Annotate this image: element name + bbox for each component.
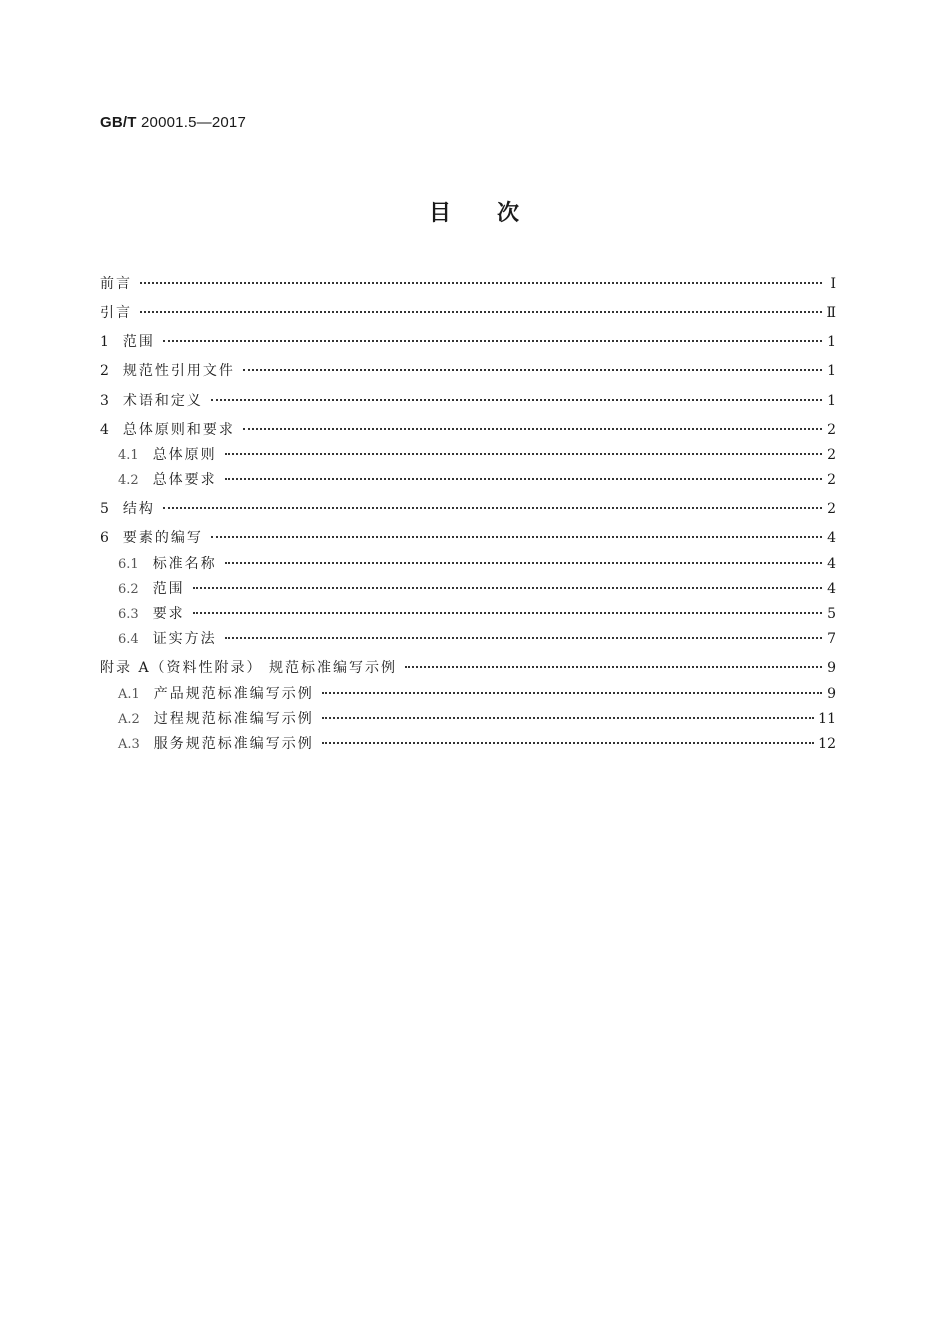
dot-leader	[225, 562, 822, 564]
toc-entry-label: 引言	[100, 305, 132, 321]
toc-entry-page: 4	[827, 530, 836, 546]
dot-leader	[163, 507, 822, 509]
toc-entry-label: 结构	[122, 501, 155, 517]
title-char-2: 次	[497, 201, 522, 226]
toc-entry-number: A.3	[118, 737, 140, 752]
toc-entry-label: 前言	[100, 276, 132, 292]
toc-entry-page: 1	[827, 334, 836, 350]
dot-leader	[211, 399, 822, 401]
toc-entry[interactable]	[100, 498, 836, 520]
toc-entry-number: 2	[100, 363, 109, 379]
toc-entry-number: 6.2	[118, 582, 139, 597]
toc-entry-page: Ⅱ	[826, 305, 836, 321]
toc-entry-number: 5	[100, 501, 109, 517]
toc-entry[interactable]	[100, 331, 836, 353]
toc-entry-label: 服务规范标准编写示例	[153, 736, 314, 752]
dot-leader	[225, 478, 822, 480]
toc-entry-label: 附录 A（资料性附录） 规范标准编写示例	[100, 660, 398, 676]
standard-prefix: GB/T	[100, 114, 137, 131]
toc-entry[interactable]	[118, 578, 836, 600]
dot-leader	[243, 428, 822, 430]
toc-entry[interactable]	[100, 360, 836, 382]
toc-entry-number: 4.2	[118, 473, 139, 488]
toc-entry-page: 4	[827, 581, 836, 597]
toc-entry-label: 总体原则	[152, 447, 217, 463]
toc-entry-number: 4	[100, 422, 109, 438]
dot-leader	[243, 369, 822, 371]
toc-entry-page: 7	[827, 631, 836, 647]
toc-entry[interactable]	[118, 628, 836, 650]
toc-entry-label: 总体原则和要求	[122, 422, 235, 438]
dot-leader	[322, 742, 814, 744]
dot-leader	[322, 692, 822, 694]
toc-entry-number: 6	[100, 530, 109, 546]
toc-entry-label: 术语和定义	[122, 393, 203, 409]
toc-entry-label: 过程规范标准编写示例	[153, 711, 314, 727]
toc-entry-label: 要素的编写	[122, 530, 203, 546]
dot-leader	[322, 717, 814, 719]
toc-entry[interactable]	[100, 273, 836, 295]
toc-entry-page: 1	[827, 393, 836, 409]
toc-entry[interactable]	[118, 603, 836, 625]
toc-entry[interactable]	[118, 553, 836, 575]
toc-entry-page: 12	[818, 736, 836, 752]
toc-entry-number: 1	[100, 334, 109, 350]
toc-entry-label: 标准名称	[152, 556, 217, 572]
toc-entry[interactable]	[118, 469, 836, 491]
toc-entry[interactable]	[100, 390, 836, 412]
toc-entry-page: 5	[827, 606, 836, 622]
dot-leader	[211, 536, 822, 538]
standard-number: 20001.5—2017	[141, 114, 247, 131]
toc-entry-number: 6.3	[118, 607, 139, 622]
toc-entry[interactable]	[118, 708, 836, 730]
title-char-1: 目	[428, 201, 453, 226]
toc-entry-number: 6.1	[118, 557, 139, 572]
toc-entry-page: 4	[827, 556, 836, 572]
toc-entry-number: A.2	[118, 712, 140, 727]
toc-entry-label: 总体要求	[152, 472, 217, 488]
toc-entry-number: 4.1	[118, 448, 139, 463]
toc-entry-number: 3	[100, 393, 109, 409]
toc-entry-number: A.1	[118, 687, 140, 702]
dot-leader	[140, 282, 822, 284]
toc-entry-page: 9	[827, 660, 836, 676]
dot-leader	[163, 340, 822, 342]
toc-entry[interactable]	[118, 444, 836, 466]
toc-entry-label: 证实方法	[152, 631, 217, 647]
toc-entry-page: Ⅰ	[830, 276, 836, 292]
toc-entry-label: 规范性引用文件	[122, 363, 235, 379]
toc-entry-page: 2	[827, 422, 836, 438]
dot-leader	[225, 453, 822, 455]
toc-entry-label: 产品规范标准编写示例	[153, 686, 314, 702]
dot-leader	[193, 612, 822, 614]
toc-entry[interactable]	[100, 527, 836, 549]
dot-leader	[405, 666, 822, 668]
toc-entry-page: 2	[827, 472, 836, 488]
toc-entry-label: 范围	[122, 334, 155, 350]
dot-leader	[225, 637, 822, 639]
toc-entry[interactable]	[118, 683, 836, 705]
toc-entry[interactable]	[100, 657, 836, 679]
toc-entry[interactable]	[100, 419, 836, 441]
toc-entry[interactable]	[100, 302, 836, 324]
toc-entry[interactable]	[118, 733, 836, 755]
dot-leader	[140, 311, 822, 313]
toc-entry-page: 2	[827, 447, 836, 463]
dot-leader	[193, 587, 822, 589]
toc-entry-number: 6.4	[118, 632, 139, 647]
toc-entry-label: 要求	[152, 606, 185, 622]
toc-entry-page: 2	[827, 501, 836, 517]
toc-entry-label: 范围	[152, 581, 185, 597]
toc-entry-page: 1	[827, 363, 836, 379]
toc-entry-page: 11	[818, 711, 836, 727]
toc-entry-page: 9	[827, 686, 836, 702]
